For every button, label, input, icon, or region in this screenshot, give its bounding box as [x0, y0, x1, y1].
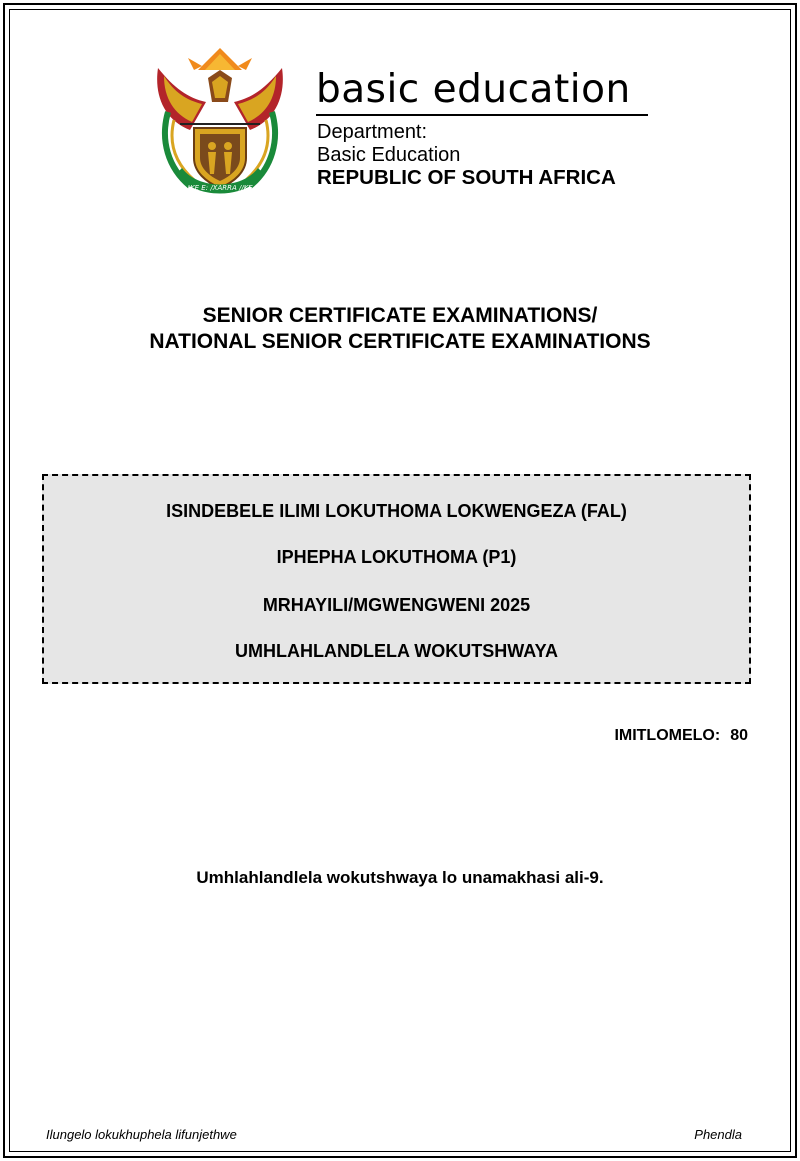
- exam-heading-line2: NATIONAL SENIOR CERTIFICATE EXAMINATIONS: [149, 330, 651, 353]
- subject-title: ISINDEBELE ILIMI LOKUTHOMA LOKWENGEZA (FAL): [166, 501, 627, 521]
- copyright-notice: Ilungelo lokukhuphela lifunjethwe: [46, 1127, 237, 1142]
- brand-title: basic education: [316, 67, 631, 112]
- total-marks: [614, 726, 748, 746]
- marks-label: IMITLOMELO:: [614, 727, 721, 744]
- exam-heading-line1: SENIOR CERTIFICATE EXAMINATIONS/: [202, 304, 598, 327]
- motto-text: !KE E: /XARRA //KE: [187, 184, 253, 192]
- paper-info-box: [42, 474, 751, 684]
- department-name: Basic Education: [317, 144, 461, 166]
- document-type: UMHLAHLANDLELA WOKUTSHWAYA: [235, 641, 558, 661]
- rising-sun-icon: [188, 48, 252, 70]
- page-count-note: Umhlahlandlela wokutshwaya lo unamakhasi ali-9.: [196, 868, 604, 887]
- secretary-bird-wings-icon: [157, 68, 283, 130]
- coat-of-arms-emblem: [150, 40, 290, 202]
- turn-over-label: Phendla: [694, 1127, 742, 1142]
- marks-value: 80: [730, 727, 748, 744]
- department-label: Department:: [317, 121, 428, 143]
- shield-icon: [194, 128, 246, 188]
- brand-underline: [316, 114, 648, 116]
- exam-session: MRHAYILI/MGWENGWENI 2025: [262, 595, 531, 615]
- paper-number: IPHEPHA LOKUTHOMA (P1): [276, 547, 517, 567]
- country-name: REPUBLIC OF SOUTH AFRICA: [317, 166, 616, 189]
